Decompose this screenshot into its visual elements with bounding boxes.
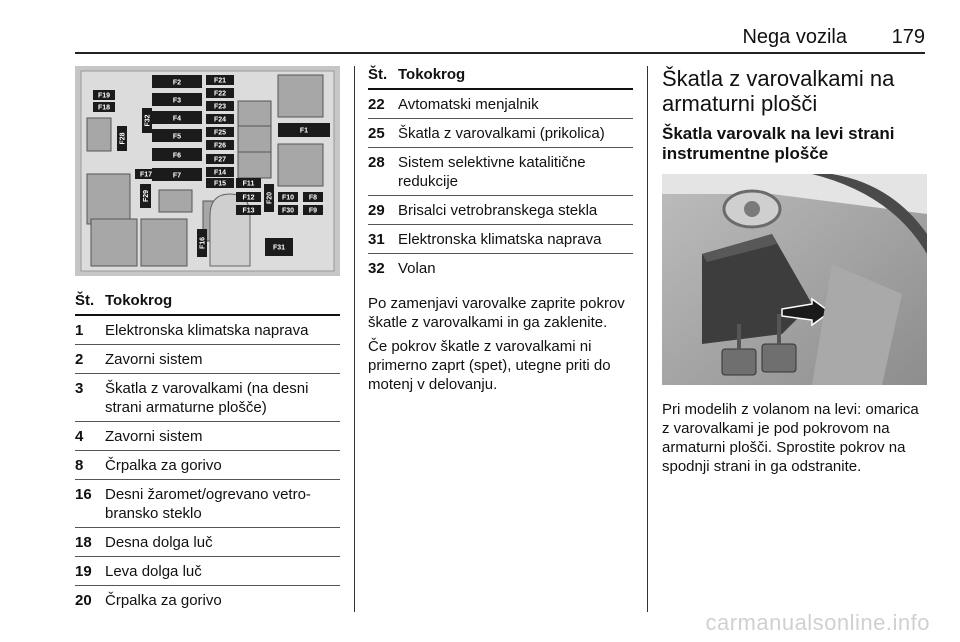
footer-watermark: carmanualsonline.info [705, 610, 930, 635]
fuse-label: F20 [266, 191, 274, 205]
table-row: 1 Elektronska klimatska naprava [75, 316, 340, 345]
fuse-label: F22 [213, 90, 227, 98]
fusebox-diagram [75, 66, 340, 276]
fuse-label: F3 [172, 97, 182, 105]
fuse-label: F14 [213, 169, 227, 177]
col-number-header: Št. [75, 292, 95, 309]
paragraph: Po zamenjavi varovalke zaprite pokrov škatle z varovalkami in ga zaklenite. [368, 295, 625, 331]
table-header [75, 292, 340, 316]
fuse-label: F32 [144, 114, 152, 127]
fuse-cover-photo [662, 174, 927, 385]
fuse-label: F10 [281, 194, 295, 202]
fuse-label: F8 [308, 194, 318, 202]
table-row: 16 Desni žaromet/ogrevano vetro-bransko steklo [75, 480, 340, 528]
fuse-label: F1 [299, 127, 309, 135]
fuse-label: F29 [143, 189, 150, 203]
column-divider [354, 66, 355, 612]
column-divider [647, 66, 648, 612]
table-row: 32 Volan [368, 260, 436, 277]
fuse-label: F18 [97, 104, 111, 112]
fuse-label: F9 [308, 207, 318, 215]
fuse-label: F16 [199, 236, 207, 250]
table-header [368, 66, 633, 90]
fuse-label: F5 [172, 133, 182, 141]
fuse-label: F31 [272, 244, 286, 252]
table-row: 25 Škatla z varovalkami (prikolica) [368, 119, 633, 148]
table-row: 2 Zavorni sistem [75, 345, 340, 374]
table-row: 28 Sistem selektivne katalitične redukcije [368, 148, 633, 196]
paragraph: Če pokrov škatle z varovalkami ni primerno zaprt (spet), utegne priti do motenj v delovanju. [368, 338, 611, 393]
fuse-label: F30 [281, 207, 295, 215]
table-row: 20 Črpalka za gorivo [75, 592, 222, 609]
fuse-label: F24 [213, 116, 227, 124]
fuse-label: F28 [119, 132, 127, 145]
fuse-label: F15 [213, 180, 227, 188]
fuse-label: F13 [242, 207, 255, 215]
fuse-label: F26 [213, 142, 227, 150]
table-row: 18 Desna dolga luč [75, 528, 340, 557]
fuse-label: F2 [172, 79, 182, 87]
sub-heading: Škatla varovalk na levi strani instrumentne plošče [662, 124, 895, 163]
table-row: 31 Elektronska klimatska naprava [368, 225, 633, 254]
table-row: 3 Škatla z varovalkami (na desni strani armaturne plošče) [75, 374, 340, 422]
paragraph: Pri modelih z volanom na levi: omarica z varovalkami je pod pokrovom na armaturni plošči. Sprostite pokrov na spodnji strani in ga odstranite. [662, 401, 919, 475]
column-right [662, 66, 927, 481]
table-row: 22 Avtomatski menjalnik [368, 90, 633, 119]
fuse-label: F23 [213, 103, 227, 111]
fuse-label: F4 [172, 115, 182, 123]
section-heading: Škatla z varovalkami na armaturni plošči [662, 66, 895, 116]
fuse-label: F17 [139, 171, 153, 179]
col-circuit-header: Tokokrog [398, 66, 466, 83]
table-row: 8 Črpalka za gorivo [75, 451, 340, 480]
fuse-label: F25 [213, 129, 227, 137]
column-middle [368, 66, 633, 399]
fuse-label: F6 [172, 152, 182, 160]
page-number: 179 [891, 26, 925, 48]
fuse-label: F12 [242, 194, 255, 202]
col-number-header: Št. [368, 66, 388, 83]
table-row: 4 Zavorni sistem [75, 422, 340, 451]
fuse-label: F11 [242, 180, 255, 188]
table-row: 19 Leva dolga luč [75, 557, 340, 586]
section-title: Nega vozila [742, 26, 847, 48]
fuse-label: F27 [213, 156, 227, 164]
fuse-label: F21 [213, 77, 227, 85]
col-circuit-header: Tokokrog [105, 292, 173, 309]
page-header [75, 22, 925, 54]
fuse-label: F19 [97, 92, 111, 100]
column-left [75, 66, 340, 614]
table-row: 29 Brisalci vetrobranskega stekla [368, 196, 633, 225]
fuse-label: F7 [172, 172, 182, 180]
